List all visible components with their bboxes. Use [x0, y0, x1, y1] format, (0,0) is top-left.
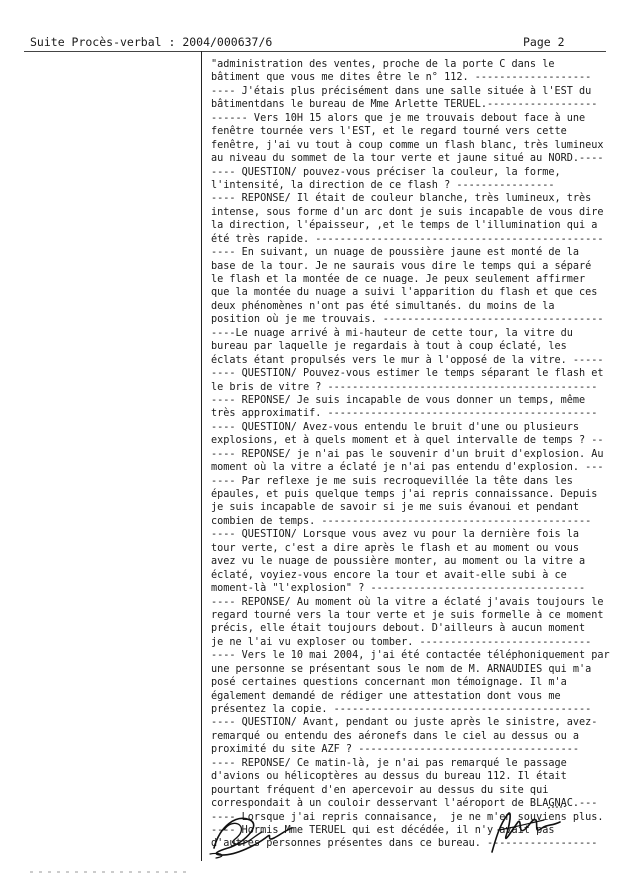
- statement-line: d'avions ou hélicoptères au dessus du bureau 112. Il était: [211, 771, 567, 783]
- statement-line: bâtimentdans le bureau de Mme Arlette TERUEL.------------------: [211, 99, 598, 111]
- statement-line: je suis incapable de savoir si je me suis évanoui et pendant: [211, 502, 580, 514]
- statement-line: ---- QUESTION/ Avez-vous entendu le bruit d'une ou plusieurs: [211, 421, 580, 433]
- statement-line: bureau par laquelle je regardais à tout à coup éclaté, les: [211, 341, 567, 353]
- statement-line: le bris de vitre ? --------------------------------------------: [211, 381, 598, 393]
- statement-line: avez vu le nuage de poussière monter, au moment ou la vitre a: [211, 556, 586, 568]
- statement-line: également demandé de rédiger une attestation dont vous me: [211, 690, 561, 702]
- statement-line: ---- QUESTION/ pouvez-vous préciser la couleur, la forme,: [211, 166, 561, 178]
- statement-line: explosions, et à quels moment et à quel intervalle de temps ? --: [211, 435, 604, 447]
- statement-line: ---- J'étais plus précisément dans une salle située à l'EST du: [211, 85, 592, 97]
- statement-line: ---- Par reflexe je me suis recroquevillée la tête dans les: [211, 475, 573, 487]
- statement-line: regard tourné vers la tour verte et je suis formelle à ce moment: [211, 609, 604, 621]
- statement-line: l'intensité, la direction de ce flash ? ----------------: [211, 179, 555, 191]
- statement-line: précis, elle était toujours debout. D'ailleurs à aucun moment: [211, 623, 586, 635]
- statement-line: le flash et la montée de ce nuage. Je peux seulement affirmer: [211, 274, 586, 285]
- statement-line: ---- Lorsque j'ai repris connaisance, je ne m'en souviens plus.: [211, 811, 604, 823]
- statement-line: ---- REPONSE/ Ce matin-là, je n'ai pas remarqué le passage: [211, 757, 567, 769]
- statement-line: position où je me trouvais. ------------------------------------: [211, 314, 604, 326]
- statement-line: été très rapide. -----------------------------------------------: [211, 233, 604, 245]
- statement-line: combien de temps. --------------------------------------------: [211, 515, 592, 527]
- statement-line: ---- En suivant, un nuage de poussière jaune est monté de la: [211, 247, 580, 259]
- statement-line: base de la tour. Je ne saurais vous dire le temps qui a séparé: [211, 260, 592, 272]
- statement-line: correspondait à un couloir desservant l'aéroport de BLAGNAC.---: [211, 798, 598, 810]
- statement-line: remarqué ou entendu des aéronefs dans le ciel au dessus ou a: [211, 730, 580, 742]
- signature-right-icon: [482, 800, 572, 860]
- statement-line: très approximatif. --------------------------------------------: [211, 408, 598, 420]
- statement-line: éclaté, voyiez-vous encore la tour et avait-elle subi à ce: [211, 569, 567, 581]
- statement-line: une personne se présentant sous le nom de M. ARNAUDIES qui m'a: [211, 663, 592, 675]
- statement-line: ---- REPONSE/ je n'ai pas le souvenir d'un bruit d'explosion. Au: [211, 448, 604, 460]
- statement-line: intense, sous forme d'un arc dont je suis incapable de vous dire: [211, 206, 604, 218]
- statement-line: au niveau du sommet de la tour verte et jaune situé au NORD.----: [211, 153, 604, 165]
- statement-line: deux phénomènes n'ont pas été simultanés. du moins de la: [211, 300, 555, 312]
- page-number: Page 2: [523, 35, 565, 49]
- statement-line: bâtiment que vous me dites être le n° 112. -------------------: [211, 72, 592, 84]
- statement-line: épaules, et puis quelque temps j'ai repris connaissance. Depuis: [211, 489, 598, 500]
- statement-line: moment où la vitre a éclaté je n'ai pas entendu d'explosion. ---: [211, 462, 604, 474]
- statement-line: ---- REPONSE/ Au moment où la vitre a éclaté j'avais toujours le: [211, 596, 604, 608]
- statement-line: ----Le nuage arrivé à mi-hauteur de cette tour, la vitre du: [211, 327, 573, 339]
- statement-line: "administration des ventes, proche de la porte C dans le: [211, 59, 555, 70]
- statement-line: moment-là "l'explosion" ? -----------------------------------: [211, 583, 586, 595]
- statement-line: ---- QUESTION/ Avant, pendant ou juste après le sinistre, avez-: [211, 717, 598, 729]
- statement-line: fenêtre tournée vers l'EST, et le regard tourné vers cette: [211, 126, 567, 138]
- statement-line: ---- QUESTION/ Lorsque vous avez vu pour la dernière fois la: [211, 529, 580, 541]
- statement-body: [211, 58, 609, 851]
- statement-line: tour verte, c'est a dire après le flash et au moment ou vous: [211, 542, 580, 554]
- header-divider: [24, 51, 606, 52]
- statement-line: fenêtre, j'ai vu tout à coup comme un flash blanc, très lumineux: [211, 139, 604, 151]
- statement-line: ---- Vers le 10 mai 2004, j'ai été contactée téléphoniquement par: [211, 650, 610, 662]
- statement-line: pourtant fréquent d'en apercevoir au dessus du site qui: [211, 784, 549, 796]
- document-title: Suite Procès-verbal : 2004/000637/6: [30, 35, 273, 49]
- statement-line: ---- QUESTION/ Pouvez-vous estimer le temps séparant le flash et: [211, 368, 604, 380]
- statement-line: ---- REPONSE/ Il était de couleur blanche, très lumineux, très: [211, 193, 592, 205]
- statement-line: ------ Vers 10H 15 alors que je me trouvais debout face à une: [211, 112, 586, 124]
- statement-line: je ne l'ai vu exploser ou tomber. ----------------------------: [211, 636, 592, 648]
- statement-line: éclats étant propulsés vers le mur à l'opposé de la vitre. -----: [211, 354, 604, 366]
- statement-line: d'autres personnes présentes dans ce bureau. ------------------: [211, 838, 598, 850]
- statement-line: posé certaines questions concernant mon témoignage. Il m'a: [211, 677, 567, 689]
- scan-artifact: [30, 870, 190, 874]
- margin-rule: [201, 51, 202, 861]
- signature-left-icon: [206, 808, 298, 862]
- statement-line: ---- Hormis Mme TERUEL qui est décédée, il n'y avait pas: [211, 824, 555, 836]
- statement-line: que la montée du nuage a suivi l'apparition du flash et que ces: [211, 287, 598, 299]
- page-header: [30, 34, 590, 50]
- statement-line: la direction, l'épaisseur, ,et le temps de l'illumination qui a: [211, 220, 598, 232]
- statement-line: présentez la copie. ------------------------------------------: [211, 704, 592, 715]
- statement-line: proximité du site AZF ? ------------------------------------: [211, 744, 580, 756]
- statement-line: ---- REPONSE/ Je suis incapable de vous donner un temps, même: [211, 394, 586, 406]
